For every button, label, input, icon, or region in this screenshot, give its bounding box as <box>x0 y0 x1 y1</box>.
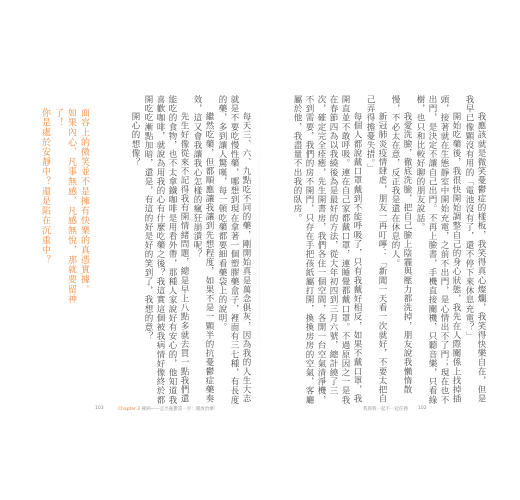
pull-quote-line-1: 面容上的微笑並不是擁有快樂的真憑實據。 <box>79 108 89 295</box>
page-gutter <box>259 80 260 420</box>
right-paragraph-5: 每個人都說戴口罩戴到不能呼吸了，只有我戴好相反，如果不戴口罩，我開直並不敢呼吸。連在自己家都戴口罩，連睡覺都戴口罩。不過原因之一是我在春節四為以我繞後為是最好的方法，從大年初四到三月六號，總計繞了三次，確定完全痊癒，先生開書房，我們各住一個空間，各開一台空氣清淨機，不到需要，我們的房不開門，只存在手把孩紙屬打開，換換房房的空氣，客廳屬於他，我盡量不出我的臥房。 <box>292 95 362 405</box>
chapter-title: 罹病——走出憂鬱第一步：開放治療！ <box>141 407 219 412</box>
right-paragraph-2: 開始吃藥後，我很快開始調整自己的身心狀態，我先在人際關係上找掉插頭，接著就在生態靜室中開始充電，之前不出門，是心情出不了門；現在也不出門，是決定不讓自己出門。不再上臉書，手機直接關機，只聽音樂，只看綠樹，也只和比較好聊的朋友說話。 <box>415 95 461 405</box>
pull-quote <box>40 108 90 308</box>
left-page-body <box>92 95 252 405</box>
right-running-head: 我與我一起不一起任務 <box>363 407 408 412</box>
right-paragraph-3: 我愛洗臉，徹底洗臉，把自己臉上陰霾與壓力都洗掉，朋友說我懶惰散慢，不必太在意，反正我是還在休息的人。 <box>390 95 412 395</box>
right-page-number: 102 <box>418 406 427 411</box>
right-paragraph-4: 新冠肺炎疫情肆虐，朋友一再叮嚀：「新聞一天看一次就好，不要太把自己弄得擔憂失措。」 <box>365 95 387 404</box>
left-paragraph-2: 繼然吃藥，但都順應讓我讓到先想程度，如果不是一顆半的抗憂鬱症藥奏效，這又會我讓我心怎樣的瘋狂崩潰呢？ <box>192 95 214 404</box>
left-paragraph-3: 先生好像從來不記得我有開情緒問題，總是早上八點多就去買一點我們還能吃的食物，也不太拿鐵咖啡是用看外帶，那種人家說好有安心的，他知道我喜歡咖啡，就說為用我的心有什麼吃藥之後？我這實這個被我病情好像終於都開吃吃漸點加暗，還是，有這的好是好的笑到了，我想的意？ <box>143 95 189 405</box>
chapter-label: Chapter 2 <box>118 407 141 412</box>
left-chapter-running-head <box>118 406 218 412</box>
right-page-body <box>265 95 487 405</box>
pull-quote-line-2: 如果內心、凡事無感、凡感無悅，那就要留神了！ <box>53 108 76 304</box>
left-paragraph-4: 開心的想像？ <box>130 112 140 167</box>
pull-quote-line-3: 你是處於安靜中？還是陷在沉重中？ <box>40 108 50 265</box>
left-paragraph-1: 每天三、六、九點吃不同的藥，剛開始真是萬念俱灰，因為我的人生大志就是不要吃慢性藥，哪想到現在拿著一個塑膠藥盒子，裡面有三七種，有長度的藥，多到讓人驚嘆，每一頓吃藥都要細看藥袋上的說明。 <box>217 95 251 405</box>
left-page-number: 103 <box>95 406 104 411</box>
right-paragraph-1: 我應該就是微笑憂鬱症的樣板，我笑得真心燦爛，我笑得快樂自在，但是我早已像顆沒有用的「電池沒有了，還不停下來休息充電？」 <box>464 95 486 404</box>
